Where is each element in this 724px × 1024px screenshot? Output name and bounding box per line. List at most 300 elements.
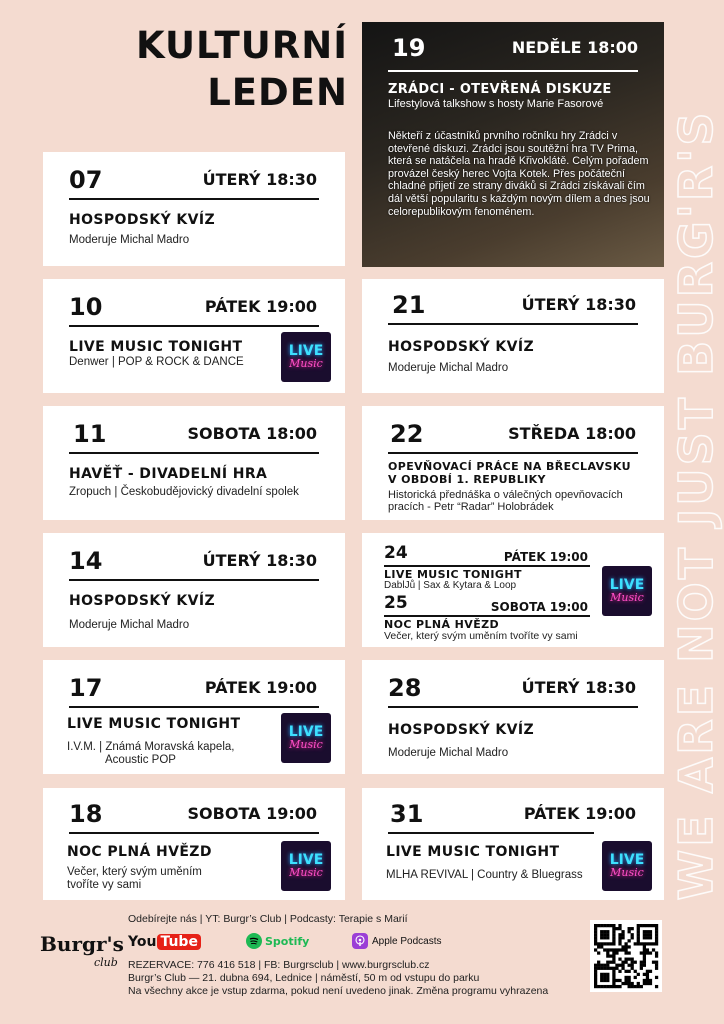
qr-module (631, 927, 634, 930)
event-name: HOSPODSKÝ KVÍZ (69, 212, 216, 228)
qr-module (597, 961, 600, 964)
qr-module (606, 964, 609, 967)
qr-module (643, 973, 646, 976)
event-card-21[interactable] (362, 279, 664, 393)
qr-module (612, 933, 615, 936)
qr-module (600, 942, 603, 945)
qr-module (618, 933, 621, 936)
qr-module (640, 942, 643, 945)
qr-module (606, 936, 609, 939)
event-card-07[interactable] (43, 152, 345, 266)
qr-module (600, 936, 603, 939)
event-name: HOSPODSKÝ KVÍZ (388, 339, 535, 355)
qr-module (643, 951, 646, 954)
qr-module (652, 961, 655, 964)
qr-module (643, 942, 646, 945)
qr-module (634, 970, 637, 973)
qr-module (628, 930, 631, 933)
qr-module (649, 930, 652, 933)
qr-module (624, 942, 627, 945)
event-day: 17 (69, 674, 103, 702)
qr-module (637, 936, 640, 939)
event-rule (69, 452, 319, 454)
qr-module (606, 954, 609, 957)
qr-module (631, 964, 634, 967)
qr-module (603, 985, 606, 988)
qr-module (621, 936, 624, 939)
qr-module (621, 945, 624, 948)
event-when: PÁTEK 19:00 (503, 550, 588, 564)
qr-module (609, 954, 612, 957)
qr-module (600, 964, 603, 967)
qr-module (603, 930, 606, 933)
title-line-1: KULTURNÍ (135, 24, 348, 67)
qr-module (603, 948, 606, 951)
event-card-28[interactable] (362, 660, 664, 774)
qr-module (652, 942, 655, 945)
event-when: ÚTERÝ 18:30 (521, 678, 636, 697)
badge-live-text: LIVE (609, 852, 645, 868)
qr-module (649, 970, 652, 973)
qr-module (637, 942, 640, 945)
featured-event[interactable] (362, 22, 664, 267)
qr-module (637, 924, 640, 927)
qr-module (606, 985, 609, 988)
qr-module (628, 979, 631, 982)
qr-module (643, 979, 646, 982)
apple-podcasts-link[interactable] (352, 933, 442, 949)
notice-line: Na všechny akce je vstup zdarma, pokud není uvedeno jinak. Změna programu vyhrazena (128, 985, 549, 997)
qr-module (594, 948, 597, 951)
qr-module (594, 967, 597, 970)
qr-module (615, 964, 618, 967)
qr-module (594, 933, 597, 936)
qr-module (594, 927, 597, 930)
qr-module (634, 942, 637, 945)
qr-module (600, 930, 603, 933)
event-name: LIVE MUSIC TONIGHT (69, 339, 243, 355)
qr-module (618, 924, 621, 927)
featured-rule (388, 70, 638, 72)
youtube-tube-text: Tube (157, 934, 201, 950)
qr-module (609, 985, 612, 988)
qr-module (612, 979, 615, 982)
qr-module (618, 970, 621, 973)
qr-module (600, 924, 603, 927)
qr-module (594, 985, 597, 988)
qr-module (643, 924, 646, 927)
qr-module (634, 961, 637, 964)
qr-module (655, 951, 658, 954)
qr-module (637, 939, 640, 942)
badge-live-text: LIVE (288, 343, 324, 359)
event-day: 10 (69, 293, 103, 321)
qr-module (624, 979, 627, 982)
badge-live-text: LIVE (609, 577, 645, 593)
qr-module (640, 924, 643, 927)
qr-module (618, 979, 621, 982)
qr-module (628, 927, 631, 930)
qr-module (628, 958, 631, 961)
qr-module (600, 976, 603, 979)
event-subtitle: Moderuje Michal Madro (69, 234, 190, 246)
qr-module (624, 948, 627, 951)
qr-module (655, 936, 658, 939)
qr-module (631, 967, 634, 970)
qr-module (600, 933, 603, 936)
qr-module (606, 951, 609, 954)
qr-module (624, 945, 627, 948)
qr-module (624, 961, 627, 964)
contact-line: REZERVACE: 776 416 518 | FB: Burgrsclub | www.burgrsclub.cz (128, 959, 430, 971)
event-day: 18 (69, 800, 103, 828)
qr-module (600, 979, 603, 982)
qr-module (643, 964, 646, 967)
qr-module (649, 936, 652, 939)
qr-module (621, 964, 624, 967)
qr-module (655, 967, 658, 970)
qr-module (643, 930, 646, 933)
qr-module (594, 924, 597, 927)
page-title (90, 22, 348, 116)
qr-module (655, 930, 658, 933)
qr-module (621, 967, 624, 970)
qr-module (646, 948, 649, 951)
qr-module (652, 924, 655, 927)
qr-module (618, 942, 621, 945)
qr-module (637, 927, 640, 930)
qr-module (612, 958, 615, 961)
qr-module (597, 945, 600, 948)
event-rule (69, 832, 319, 834)
qr-module (643, 954, 646, 957)
qr-module (612, 973, 615, 976)
event-rule (388, 323, 638, 325)
qr-module (609, 961, 612, 964)
event-subtitle: Večer, který svým uměním tvoříte vy sami (384, 630, 578, 642)
event-when: STŘEDA 18:00 (508, 424, 636, 443)
qr-module (646, 942, 649, 945)
qr-module (640, 985, 643, 988)
qr-module (643, 945, 646, 948)
qr-module (646, 973, 649, 976)
event-when: ÚTERÝ 18:30 (202, 551, 317, 570)
qr-module (597, 985, 600, 988)
qr-module (612, 936, 615, 939)
qr-module (646, 982, 649, 985)
qr-module (612, 967, 615, 970)
event-day: 22 (390, 420, 424, 448)
event-subtitle: Moderuje Michal Madro (388, 747, 509, 759)
event-subtitle-line-2: Acoustic POP (105, 754, 176, 766)
qr-module (655, 933, 658, 936)
qr-module (606, 930, 609, 933)
qr-module (597, 942, 600, 945)
qr-module (597, 964, 600, 967)
apple-podcasts-icon (352, 933, 368, 949)
qr-module (594, 936, 597, 939)
qr-module (618, 936, 621, 939)
spotify-link[interactable] (246, 933, 309, 949)
qr-module (600, 967, 603, 970)
qr-module (615, 979, 618, 982)
qr-module (603, 936, 606, 939)
qr-module (618, 958, 621, 961)
qr-module (646, 933, 649, 936)
event-subtitle: Moderuje Michal Madro (69, 619, 190, 631)
qr-module (628, 964, 631, 967)
qr-module (628, 976, 631, 979)
qr-module (606, 961, 609, 964)
qr-module (603, 973, 606, 976)
qr-module (618, 948, 621, 951)
qr-module (631, 958, 634, 961)
qr-module (612, 939, 615, 942)
event-subtitle: DablJů | Sax & Kytara & Loop (384, 580, 517, 591)
qr-module (646, 976, 649, 979)
event-subtitle-line-2: tvoříte vy sami (67, 879, 142, 891)
live-music-badge (281, 713, 331, 763)
vertical-slogan (669, 40, 723, 970)
event-rule (384, 615, 590, 617)
qr-module (603, 967, 606, 970)
qr-module (612, 961, 615, 964)
event-card-17[interactable] (43, 660, 345, 774)
qr-module (606, 933, 609, 936)
qr-module (624, 951, 627, 954)
event-name: LIVE MUSIC TONIGHT (67, 716, 241, 732)
badge-music-text: Music (289, 738, 323, 751)
qr-module (655, 976, 658, 979)
qr-module (640, 964, 643, 967)
event-when: SOBOTA 19:00 (490, 600, 588, 614)
event-rule (388, 706, 638, 708)
qr-module (612, 976, 615, 979)
youtube-link[interactable] (128, 932, 201, 952)
qr-module (631, 936, 634, 939)
badge-music-text: Music (610, 591, 644, 604)
badge-music-text: Music (610, 866, 644, 879)
event-subtitle: Zropuch | Českobudějovický divadelní spolek (69, 486, 299, 498)
qr-module (609, 942, 612, 945)
qr-module (600, 945, 603, 948)
qr-module (646, 970, 649, 973)
qr-module (631, 961, 634, 964)
burgrs-club-logo[interactable] (40, 928, 124, 972)
featured-when: NEDĚLE 18:00 (511, 38, 638, 57)
spotify-icon (246, 933, 262, 949)
qr-module (612, 951, 615, 954)
qr-module (603, 933, 606, 936)
event-subtitle: Večer, který svým uměním (67, 866, 202, 878)
qr-module (603, 942, 606, 945)
qr-module (603, 979, 606, 982)
qr-module (655, 939, 658, 942)
qr-module (615, 985, 618, 988)
event-day: 24 (384, 543, 408, 563)
badge-live-text: LIVE (288, 724, 324, 740)
qr-module (606, 942, 609, 945)
qr-module (609, 924, 612, 927)
qr-module (621, 930, 624, 933)
qr-module (624, 982, 627, 985)
qr-module (631, 933, 634, 936)
qr-module (637, 985, 640, 988)
badge-live-text: LIVE (288, 852, 324, 868)
event-when: PÁTEK 19:00 (523, 804, 636, 823)
event-name-line-2: V OBDOBÍ 1. REPUBLIKY (388, 473, 546, 486)
spotify-label: Spotify (265, 934, 310, 948)
qr-module (621, 948, 624, 951)
event-when: SOBOTA 18:00 (187, 424, 317, 443)
qr-module (603, 976, 606, 979)
qr-module (615, 951, 618, 954)
qr-module (606, 967, 609, 970)
qr-module (643, 936, 646, 939)
qr-module (594, 979, 597, 982)
subscribe-line: Odebírejte nás | YT: Burgr’s Club | Podcasty: Terapie s Marií (128, 913, 408, 925)
qr-module (643, 982, 646, 985)
qr-module (631, 985, 634, 988)
event-subtitle: I.V.M. | Známá Moravská kapela, (67, 741, 235, 753)
event-when: ÚTERÝ 18:30 (521, 295, 636, 314)
qr-module (655, 954, 658, 957)
qr-module (615, 967, 618, 970)
event-card-10[interactable] (43, 279, 345, 393)
event-card-11[interactable] (43, 406, 345, 520)
live-music-badge (281, 332, 331, 382)
event-card-14[interactable] (43, 533, 345, 647)
qr-module (640, 961, 643, 964)
qr-module (612, 930, 615, 933)
qr-module (649, 924, 652, 927)
event-subtitle: Denwer | POP & ROCK & DANCE (69, 356, 244, 368)
qr-module (624, 976, 627, 979)
qr-module (634, 985, 637, 988)
qr-module (643, 958, 646, 961)
featured-subtitle: Lifestylová talkshow s hosty Marie Fasorové (388, 98, 604, 110)
event-day: 14 (69, 547, 103, 575)
event-card-31[interactable] (362, 788, 664, 900)
event-rule (388, 832, 594, 834)
qr-module (621, 933, 624, 936)
event-rule (69, 706, 319, 708)
event-card-18[interactable] (43, 788, 345, 900)
qr-module (612, 954, 615, 957)
qr-module (637, 930, 640, 933)
qr-module (646, 936, 649, 939)
featured-description: Někteří z účastníků prvního ročníku hry Zrádci v otevřené diskuzi. Zrádci jsou soutěžní hra TV Prima, která se natáčela na hradě Křivoklátě. Celým pořadem provázel český herec Vojta Kotek. Přes počáteční chladné přijetí ze strany diváků si Zrádci získávali čím dál větší popularitu s každým novým dílem a dnes jsou celorepublikovým fenoménem. (388, 130, 650, 218)
qr-module (649, 942, 652, 945)
qr-module (612, 924, 615, 927)
qr-module (612, 942, 615, 945)
qr-module (628, 985, 631, 988)
event-name: HAVĚŤ - DIVADELNÍ HRA (69, 466, 268, 482)
qr-module (606, 924, 609, 927)
event-day: 31 (390, 800, 424, 828)
qr-module (631, 982, 634, 985)
qr-module (594, 976, 597, 979)
qr-module (612, 985, 615, 988)
qr-module (615, 948, 618, 951)
event-name: HOSPODSKÝ KVÍZ (388, 722, 535, 738)
qr-module (594, 942, 597, 945)
event-name: OPEVŇOVACÍ PRÁCE NA BŘECLAVSKU (388, 460, 631, 473)
event-card-24-25[interactable] (362, 533, 664, 647)
qr-module (603, 924, 606, 927)
event-day: 11 (73, 420, 107, 448)
event-name: LIVE MUSIC TONIGHT (384, 568, 522, 581)
qr-module (615, 927, 618, 930)
qr-module (600, 985, 603, 988)
event-name: NOC PLNÁ HVĚZD (384, 618, 500, 631)
qr-module (637, 982, 640, 985)
qr-module (624, 970, 627, 973)
event-when: SOBOTA 19:00 (187, 804, 317, 823)
qr-module (612, 970, 615, 973)
qr-module (643, 933, 646, 936)
qr-code-graphic (590, 920, 662, 992)
qr-module (655, 961, 658, 964)
qr-module (597, 924, 600, 927)
qr-module (649, 979, 652, 982)
qr-module (609, 967, 612, 970)
qr-module (643, 961, 646, 964)
qr-module (649, 951, 652, 954)
qr-module (594, 982, 597, 985)
qr-module (646, 979, 649, 982)
qr-module (594, 930, 597, 933)
event-card-22[interactable] (362, 406, 664, 520)
qr-module (634, 976, 637, 979)
qr-module (646, 924, 649, 927)
event-rule (69, 579, 319, 581)
event-subtitle: Historická přednáška o válečných opevňovacích (388, 489, 623, 501)
qr-module (618, 927, 621, 930)
qr-module (594, 970, 597, 973)
event-subtitle: Moderuje Michal Madro (388, 362, 509, 374)
event-rule (69, 198, 319, 200)
qr-code[interactable] (590, 920, 662, 992)
apple-podcasts-label: Apple Podcasts (372, 935, 442, 947)
youtube-you-text: You (128, 934, 157, 950)
qr-module (652, 948, 655, 951)
event-day: 28 (388, 674, 422, 702)
live-music-badge (281, 841, 331, 891)
event-name: NOC PLNÁ HVĚZD (67, 844, 212, 860)
qr-module (606, 976, 609, 979)
event-name: LIVE MUSIC TONIGHT (386, 844, 560, 860)
event-rule (69, 325, 319, 327)
qr-module (621, 982, 624, 985)
qr-module (606, 948, 609, 951)
live-music-badge (602, 841, 652, 891)
event-name: HOSPODSKÝ KVÍZ (69, 593, 216, 609)
qr-module (643, 948, 646, 951)
qr-module (606, 979, 609, 982)
event-rule (384, 565, 590, 567)
qr-module (597, 967, 600, 970)
badge-music-text: Music (289, 866, 323, 879)
qr-module (655, 927, 658, 930)
featured-day: 19 (392, 34, 426, 62)
featured-name: ZRÁDCI - OTEVŘENÁ DISKUZE (388, 82, 612, 97)
qr-module (618, 964, 621, 967)
event-rule (388, 452, 638, 454)
qr-module (612, 982, 615, 985)
address-line: Burgr’s Club — 21. dubna 694, Lednice | náměstí, 50 m od vstupu do parku (128, 972, 480, 984)
qr-module (609, 948, 612, 951)
